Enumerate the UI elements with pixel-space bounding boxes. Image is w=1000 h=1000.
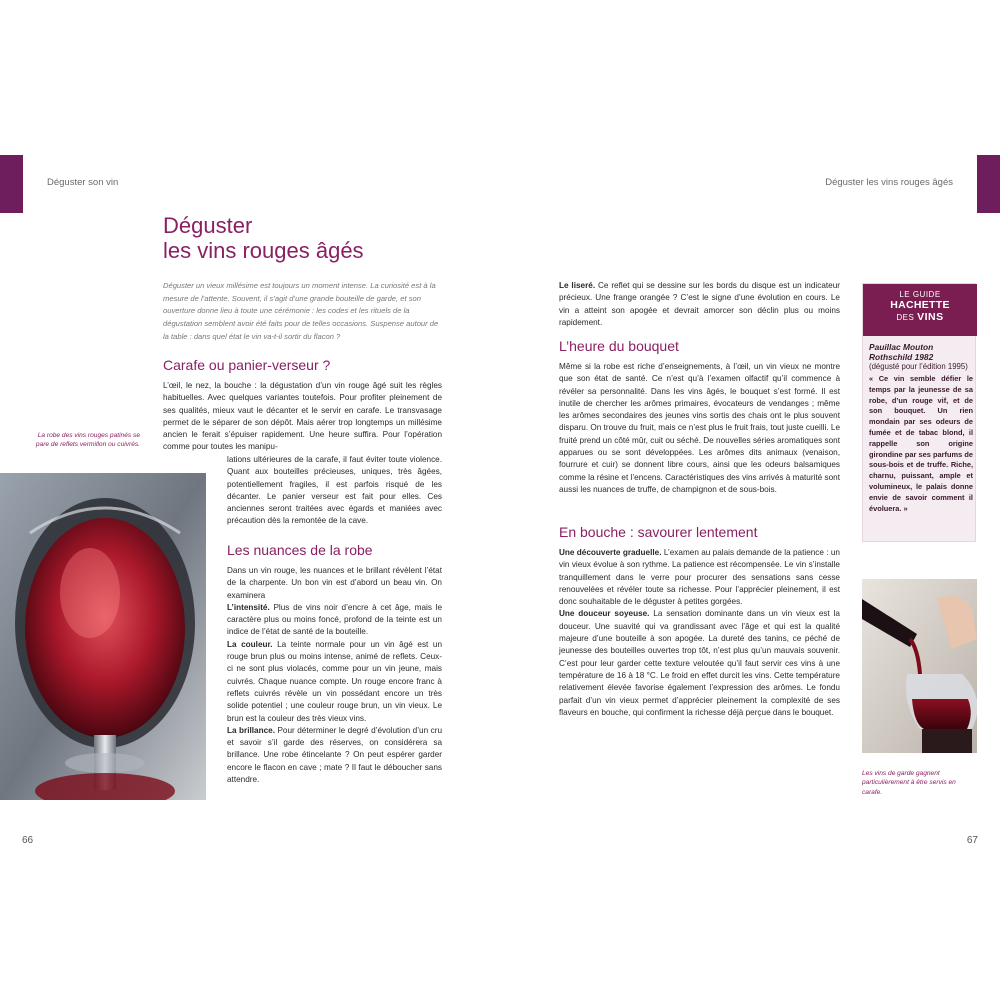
badge-line-3-bold: VINS [917, 311, 944, 323]
text-graduelle: L’examen au palais demande de la patience : un vin vieux évolue à son rythme. La patience est récompensée. Le vin s’installe tranquillement dans le verre pour procurer des sensations sans cesse renouvelées et révéler toute sa richesse. Pour l’apprécier pleinement, il est donc souhaitable de le déguster à petites gorgées. [559, 548, 840, 607]
carafe-body-a: L’œil, le nez, la bouche : la dégustation d’un vin rouge âgé suit les règles habituelles. Avec quelques variantes toutefois. Pour profiter pleinement de ses qualités, mieux vaut le décanter et le servir en carafe. Le transvasage permet de le séparer de son dépôt. Mais aérer trop longtemps un millésime ancien le ferait s’épuiser rapidement. Une heure suffira. Pour l’opération comme pour toutes les manipu- [163, 381, 442, 452]
chapter-tab-right [977, 155, 1000, 213]
label-brillance: La brillance. [227, 725, 275, 735]
page-number-right: 67 [966, 835, 978, 846]
guide-hachette-badge [863, 284, 977, 336]
heading-bouquet: L’heure du bouquet [559, 338, 679, 354]
text-intensite: Plus de vins noir d’encre à cet âge, mais le caractère plus ou moins foncé, profond de la teinte est un indice de l’état de santé de la bouteille. [227, 602, 442, 637]
label-intensite: L’intensité. [227, 602, 270, 612]
bouquet-body: Même si la robe est riche d’enseignements, à l’œil, un vin vieux ne montre que son état de santé. Ce n’est qu’à l’examen olfactif qu’il commence à révéler sa personnalité. Dans les vins âgés, le bouquet s’est formé. Il est inutile de chercher les arômes primaires, évocateurs de vendanges ; même les arômes secondaires des jeunes vins sortis des chais ont le plus souvent disparu. On trouve du fruit, mais ce n’est plus le fruit frais, tout juste cueilli. Le fruité prend un côté mûr, cuit ou séché. De nouvelles séries aromatiques sont apparues ou se sont développées. Les arômes dits animaux (venaison, fourrure et cuir) se donnent libre cours, ainsi que les odeurs balsamiques comme la résine et l’encens. Caractéristiques des vins arrivés à maturité sont aussi les nuances de truffe, de champignon et de sous-bois. [559, 362, 840, 494]
wine-glass-photo [0, 473, 206, 800]
text-brillance: Pour déterminer le degré d’évolution d’un cru et savoir s’il garde des réserves, on considérera sa brillance. Une robe étincelante ? On peut espérer garder encore le flacon en cave ; mate ? Il faut le déboucher sans attendre. [227, 725, 443, 785]
nuances-body [227, 565, 442, 786]
chapter-tab-left [0, 155, 23, 213]
badge-line-2: HACHETTE [890, 299, 950, 311]
photo-caption-right: Les vins de garde gagnent particulièrement à être servis en carafe. [862, 770, 956, 796]
decanting-image [862, 579, 977, 753]
review-quote: « Ce vin semble défier le temps par la jeunesse de sa robe, d’un rouge vif, et de son bouquet. Un rien mondain par ses odeurs de fumée et de tabac blond, il rappelle son origine girondine par ses parfums de sous-bois et de truffe. Riche, charnu, puissant, ample et volumineux, le palais donne envie de savoir comment il évoluera. » [869, 374, 973, 513]
text-lisere: Ce reflet qui se dessine sur les bords du disque est un indicateur précieux. Une frange orangée ? C’est le signe d’une évolution en cours. Le vin a atteint son apogée et devrait amorcer son déclin plus ou moins rapidement. [559, 281, 840, 327]
text-couleur: La teinte normale pour un vin âgé est un rouge brun plus ou moins intense, animé de reflets. Ceux-ci ne sont plus violacés, comme pour un vin jeune, mais cuivrés. Chaque nuance compte. Un rouge encore franc à reflets cuivrés révèle un vin possédant encore un très solide potentiel ; une couleur rouge brun, un vin vieux. Le brun est la couleur des très vieux vins. [227, 639, 442, 723]
page-number-left: 66 [22, 835, 34, 846]
page-title [163, 213, 364, 263]
text-soyeuse: La sensation dominante dans un vin vieux est la douceur. Une suavité qui va grandissant avec l’âge et qui est la qualité majeure d’une bouteille à son apogée. La dureté des tanins, ce péché de jeunesse des bouteilles ouvertes trop tôt, n’est plus qu’un mauvais souvenir. C’est pour leur garder cette texture veloutée qu’il faut servir ces vins à une température de 16 à 18 °C. Le froid en effet durcit les vins. Cette température relativement élevée favorise également l’expression des arômes. Le fondu parfait d’un vin vieux permet d’apprécier pleinement la complexité de ses flaveurs en bouche, qui confirment la richesse déjà perçue dans le bouquet. [559, 609, 840, 717]
title-line-1: Déguster [163, 213, 253, 238]
heading-bouche: En bouche : savourer lentement [559, 524, 758, 540]
heading-nuances: Les nuances de la robe [227, 542, 373, 558]
guide-review [869, 342, 973, 514]
wine-name: Pauillac Mouton Rothschild 1982 [869, 342, 934, 362]
tasting-edition: (dégusté pour l’édition 1995) [869, 362, 968, 371]
book-spread [0, 155, 1000, 855]
label-couleur: La couleur. [227, 639, 273, 649]
decanting-photo [862, 579, 977, 753]
nuances-intro: Dans un vin rouge, les nuances et le brillant révèlent l’état de la charpente. Un bon vin est d’abord un beau vin. On examinera [227, 566, 442, 600]
running-head-right: Déguster les vins rouges âgés [825, 177, 953, 188]
heading-carafe: Carafe ou panier-verseur ? [163, 357, 331, 373]
running-head-left: Déguster son vin [47, 177, 119, 188]
badge-line-3-pre: DES [896, 313, 918, 322]
carafe-body-b: lations ultérieures de la carafe, il faut éviter toute violence. Quant aux bouteilles précieuses, uniques, très âgées, potentiellement fragiles, il est parfois risqué de les décanter. Le panier verseur est fait pour elles. Ces anciennes seront traitées avec égards et maniées avec précaution dès la remontée de la cave. [227, 455, 442, 526]
label-lisere: Le liseré. [559, 281, 596, 290]
lisere-body [559, 280, 840, 329]
label-graduelle: Une découverte graduelle. [559, 548, 662, 557]
guide-hachette-box [862, 283, 976, 542]
badge-line-1: LE GUIDE [899, 290, 941, 299]
title-line-2: les vins rouges âgés [163, 238, 364, 263]
label-soyeuse: Une douceur soyeuse. [559, 609, 650, 619]
photo-caption-left: La robe des vins rouges patinés se pare de reflets vermillon ou cuivrés. [35, 432, 140, 449]
bouche-body [559, 547, 840, 719]
intro-paragraph: Déguster un vieux millésime est toujours un moment intense. La curiosité est à la mesure de l’attente. Souvent, il s’agit d’une grande bouteille de garde, et son ouverture donne lieu à toute une cérémonie : les codes et les rituels de la dégustation semblent avoir été faits pour de telles occasions. Suspense autour de la table : dans quel état le vin va-t-il sortir du flacon ? [163, 281, 439, 341]
wine-glass-image [0, 473, 206, 800]
badge-line-3 [863, 311, 977, 323]
